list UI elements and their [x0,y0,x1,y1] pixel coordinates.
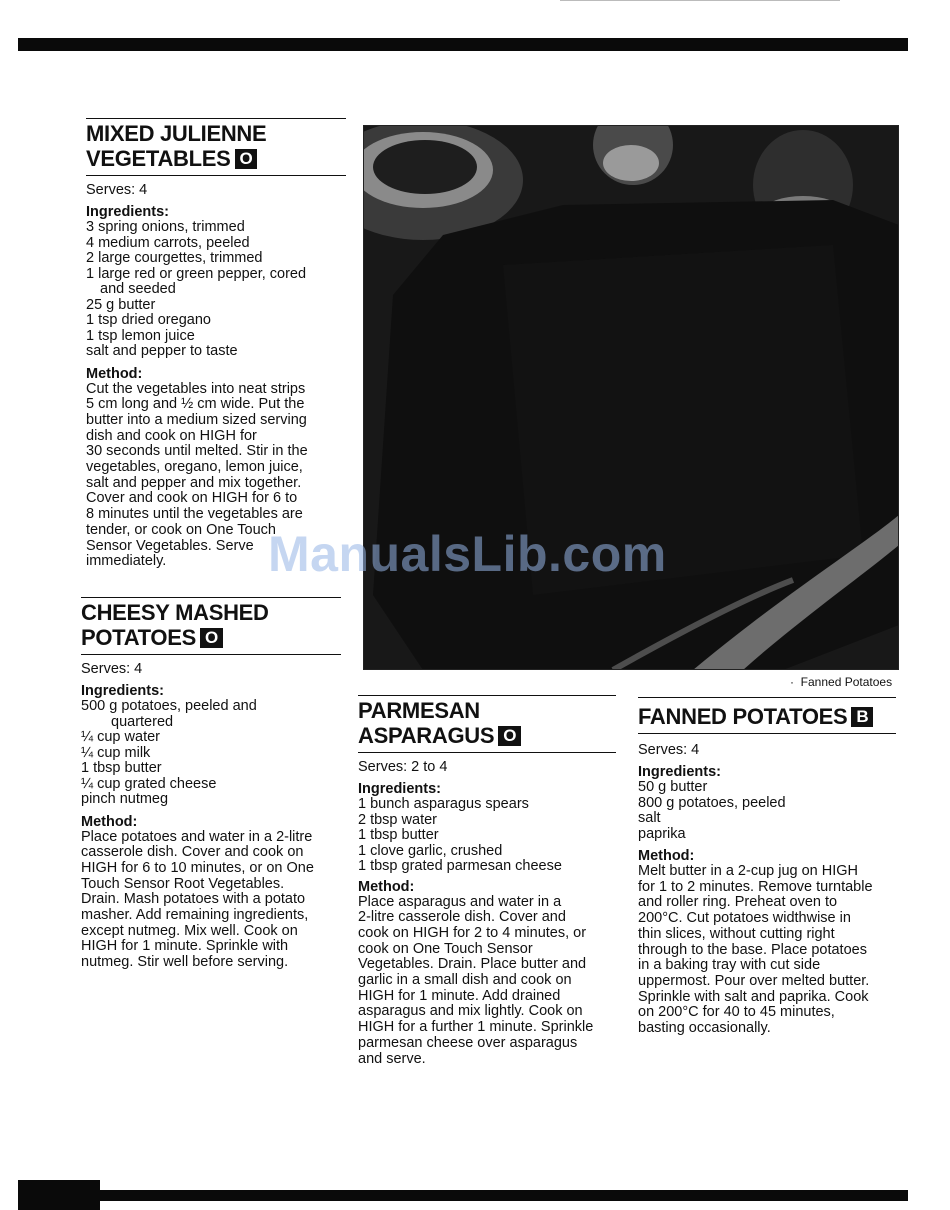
ingredient: 500 g potatoes, peeled and [81,698,257,714]
title-line-1: MIXED JULIENNE [86,121,267,146]
ingredient: 1 tbsp butter [81,760,162,776]
method-text: Place asparagus and water in a 2-litre casserole dish. Cover and cook on HIGH for 2 to 4 minutes, or cook on One Touch Sensor Vegetables. Drain. Place butter and garlic in a small dish and cook on HIGH for 1 minute. Add drained asparagus and mix lightly. Cook on HIGH for a further 1 minute. Sprinkle parmesan cheese over asparagus and serve. [358,893,594,1067]
title-underline [86,175,346,176]
method-text: Melt butter in a 2-cup jug on HIGH for 1 to 2 minutes. Remove turntable and roller ring. Preheat oven to 200°C. Cut potatoes widthwise in thin slices, without cutting right through to the base. Place potatoes in a baking tray with cut side uppermost. Pour over melted butter. Sprinkle with salt and paprika. Cook on 200°C for 40 to 45 minutes, basting occasionally. [638,863,873,1037]
ingredient: pinch nutmeg [81,791,169,807]
method-heading: Method: [81,813,138,830]
power-badge: O [235,149,258,169]
serves: Serves: 2 to 4 [358,759,448,775]
ingredient: 1 tsp lemon juice [86,327,195,344]
ingredient: salt [638,810,661,826]
caption-text: Fanned Potatoes [800,675,893,689]
recipe-fanned-potatoes [638,697,896,1037]
power-badge: B [851,707,873,727]
ingredients-heading: Ingredients: [81,683,164,699]
ingredient: 4 medium carrots, peeled [86,234,250,251]
title-line-2: ASPARAGUS [358,723,495,748]
recipe-title [638,698,896,729]
ingredient: 1 clove garlic, crushed [358,842,503,859]
title-underline [638,733,896,734]
ingredient: 1 tbsp butter [358,827,439,843]
serves: Serves: 4 [86,182,148,198]
method-text: Cut the vegetables into neat strips 5 cm long and ½ cm wide. Put the butter into a medium sized serving dish and cook on HIGH for 30 seconds until melted. Stir in the vegetables, oregano, lemon juice, salt and pepper and mix together. Cover and cook on HIGH for 6 to 8 minutes until the vegetables are tender, or cook on One Touch Sensor Vegetables. Serve immediately. [86,380,308,570]
ingredient: 25 g butter [86,296,156,313]
top-hairline [560,0,840,1]
method-text: Place potatoes and water in a 2-litre casserole dish. Cover and cook on HIGH for 6 to 10 minutes, or on One Touch Sensor Root Vegetables. Drain. Mash potatoes with a potato masher. Add remaining ingredients, except nutmeg. Mix well. Cook on HIGH for 1 minute. Sprinkle with nutmeg. Stir well before serving. [81,828,314,971]
ingredient: 1 large red or green pepper, cored [86,265,307,282]
serves: Serves: 4 [81,661,143,677]
ingredient: ¼ cup water [81,729,160,745]
title-line-1: FANNED POTATOES [638,704,848,729]
ingredients-list [638,780,896,842]
recipe-title [86,119,346,171]
ingredient: 50 g butter [638,779,708,795]
ingredient: 800 g potatoes, peeled [638,794,786,811]
ingredients-list [358,797,616,875]
title-underline [81,654,341,655]
ingredient: paprika [638,825,686,842]
photo-illustration [363,125,899,670]
photo-caption: · Fanned Potatoes [790,675,893,689]
ingredient: ¼ cup milk [81,744,151,761]
fanned-potatoes-photo [363,125,899,670]
power-badge: O [498,726,521,746]
ingredients-heading: Ingredients: [358,781,441,797]
method-heading: Method: [86,365,143,382]
recipe-title [81,598,341,650]
power-badge: O [200,628,223,648]
title-underline [358,752,616,753]
footer-bar [18,1190,908,1201]
method-heading: Method: [638,848,695,864]
ingredient: 2 large courgettes, trimmed [86,250,263,266]
serves: Serves: 4 [638,742,700,758]
method-heading: Method: [358,878,415,895]
header-bar [18,38,908,51]
title-line-2: VEGETABLES [86,146,231,171]
ingredient: salt and pepper to taste [86,343,238,359]
ingredient: and seeded [100,281,176,297]
recipe-cheesy-mashed [81,597,341,971]
ingredients-heading: Ingredients: [86,204,169,220]
ingredient: 2 tbsp water [358,811,437,828]
ingredient: 1 tsp dried oregano [86,312,211,328]
title-line-1: PARMESAN [358,698,480,723]
recipe-title [358,696,616,748]
recipe-mixed-julienne [86,118,346,570]
ingredient: 1 tbsp grated parmesan cheese [358,858,562,874]
title-line-2: POTATOES [81,625,196,650]
ingredients-heading: Ingredients: [638,764,721,780]
ingredient: 1 bunch asparagus spears [358,796,529,812]
ingredients-list [86,220,346,360]
ingredient: quartered [111,713,174,730]
title-line-1: CHEESY MASHED [81,600,269,625]
recipe-parmesan-asparagus [358,695,616,1067]
ingredients-list [81,699,341,808]
ingredient: 3 spring onions, trimmed [86,219,245,235]
ingredient: ¼ cup grated cheese [81,775,217,792]
watermark: ManualsLib.com [268,526,667,582]
